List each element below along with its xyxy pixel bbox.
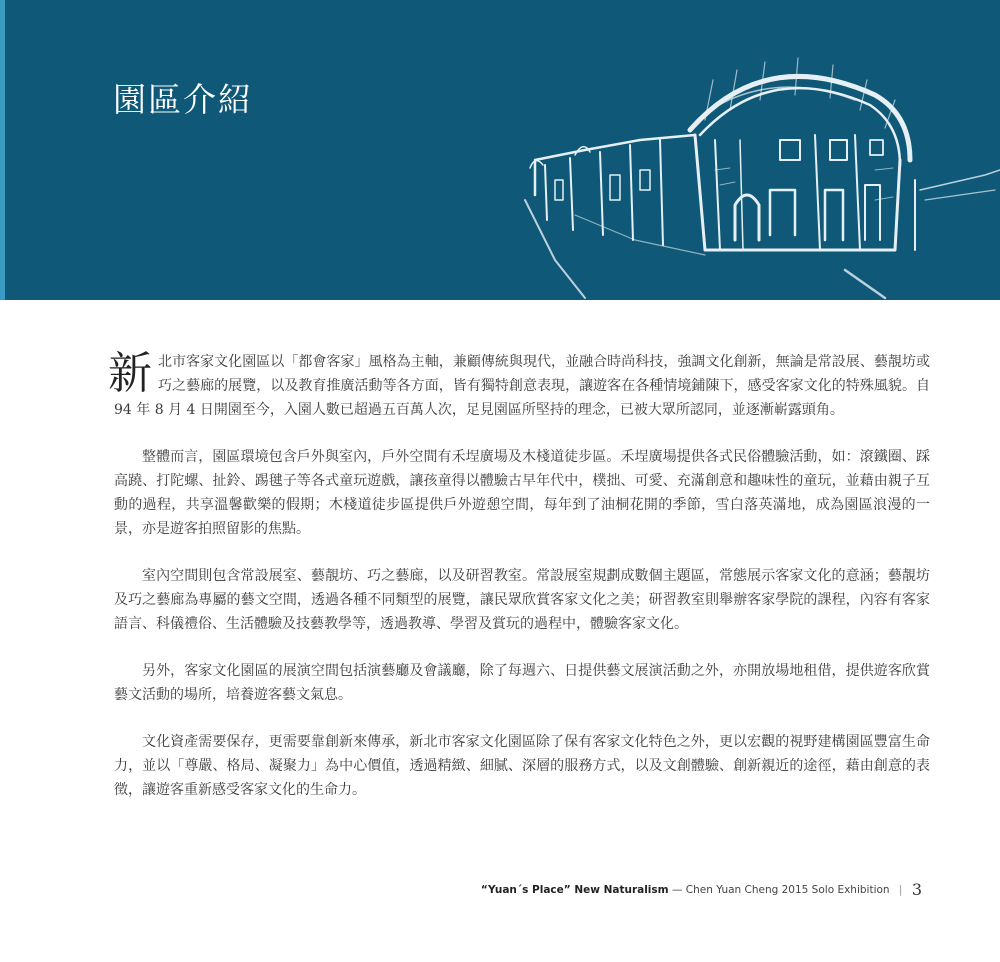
accent-strip [0, 0, 5, 300]
page-footer [481, 880, 922, 899]
page-number: 3 [911, 880, 922, 899]
paragraph-indoor: 室內空間則包含常設展室、藝靚坊、巧之藝廊，以及研習教室。常設展室規劃成數個主題區，常態展示客家文化的意涵；藝靚坊及巧之藝廊為專屬的藝文空間，透過各種不同類型的展覽，讓民眾欣賞客家文化之美；研習教室則舉辦客家學院的課程，內容有客家語言、科儀禮俗、生活體驗及技藝教學等，透過教導、學習及賞玩的過程中，體驗客家文化。 [114, 568, 930, 632]
page-title: 園區介紹 [113, 80, 253, 119]
building-sketch-illustration [515, 40, 1000, 300]
paragraph-outdoor: 整體而言，園區環境包含戶外與室內，戶外空間有禾埕廣場及木棧道徒步區。禾埕廣場提供各式民俗體驗活動，如：滾鐵圈、踩高蹺、打陀螺、扯鈴、踢毽子等各式童玩遊戲，讓孩童得以體驗古早年代中，樸拙、可愛、充滿創意和趣味性的童玩，並藉由親子互動的過程，共享溫馨歡樂的假期；木棧道徒步區提供戶外遊憩空間，每年到了油桐花開的季節，雪白落英滿地，成為園區浪漫的一景，亦是遊客拍照留影的焦點。 [114, 449, 930, 537]
paragraph-intro [108, 348, 930, 422]
article-body [108, 348, 930, 825]
header-banner [0, 0, 1000, 300]
footer-exhibition-title: “Yuan´s Place” New Naturalism [480, 884, 669, 896]
drop-cap: 新 [108, 348, 152, 399]
paragraph-text: 北市客家文化園區以「都會客家」風格為主軸，兼顧傳統與現代，並融合時尚科技，強調文化創新，無論是常設展、藝靚坊或巧之藝廊的展覽，以及教育推廣活動等各方面，皆有獨特創意表現，讓遊客在各種情境鋪陳下，感受客家文化的特殊風貌。自 94 年 8 月 4 日開園至今，入園人數已超過五百萬人次，足見園區所堅持的理念，已被大眾所認同，並逐漸嶄露頭角。 [114, 354, 930, 418]
paragraph-heritage: 文化資產需要保存，更需要靠創新來傳承，新北市客家文化園區除了保有客家文化特色之外，更以宏觀的視野建構園區豐富生命力，並以「尊嚴、格局、凝聚力」為中心價值，透過精緻、細膩、深層的服務方式，以及文創體驗、創新親近的途徑，藉由創意的表徵，讓遊客重新感受客家文化的生命力。 [114, 734, 930, 798]
footer-exhibition-subtitle: — Chen Yuan Cheng 2015 Solo Exhibition [671, 884, 890, 896]
footer-separator: | [898, 884, 903, 896]
paragraph-performance: 另外，客家文化園區的展演空間包括演藝廳及會議廳，除了每週六、日提供藝文展演活動之外，亦開放場地租借，提供遊客欣賞藝文活動的場所，培養遊客藝文氣息。 [114, 663, 930, 703]
